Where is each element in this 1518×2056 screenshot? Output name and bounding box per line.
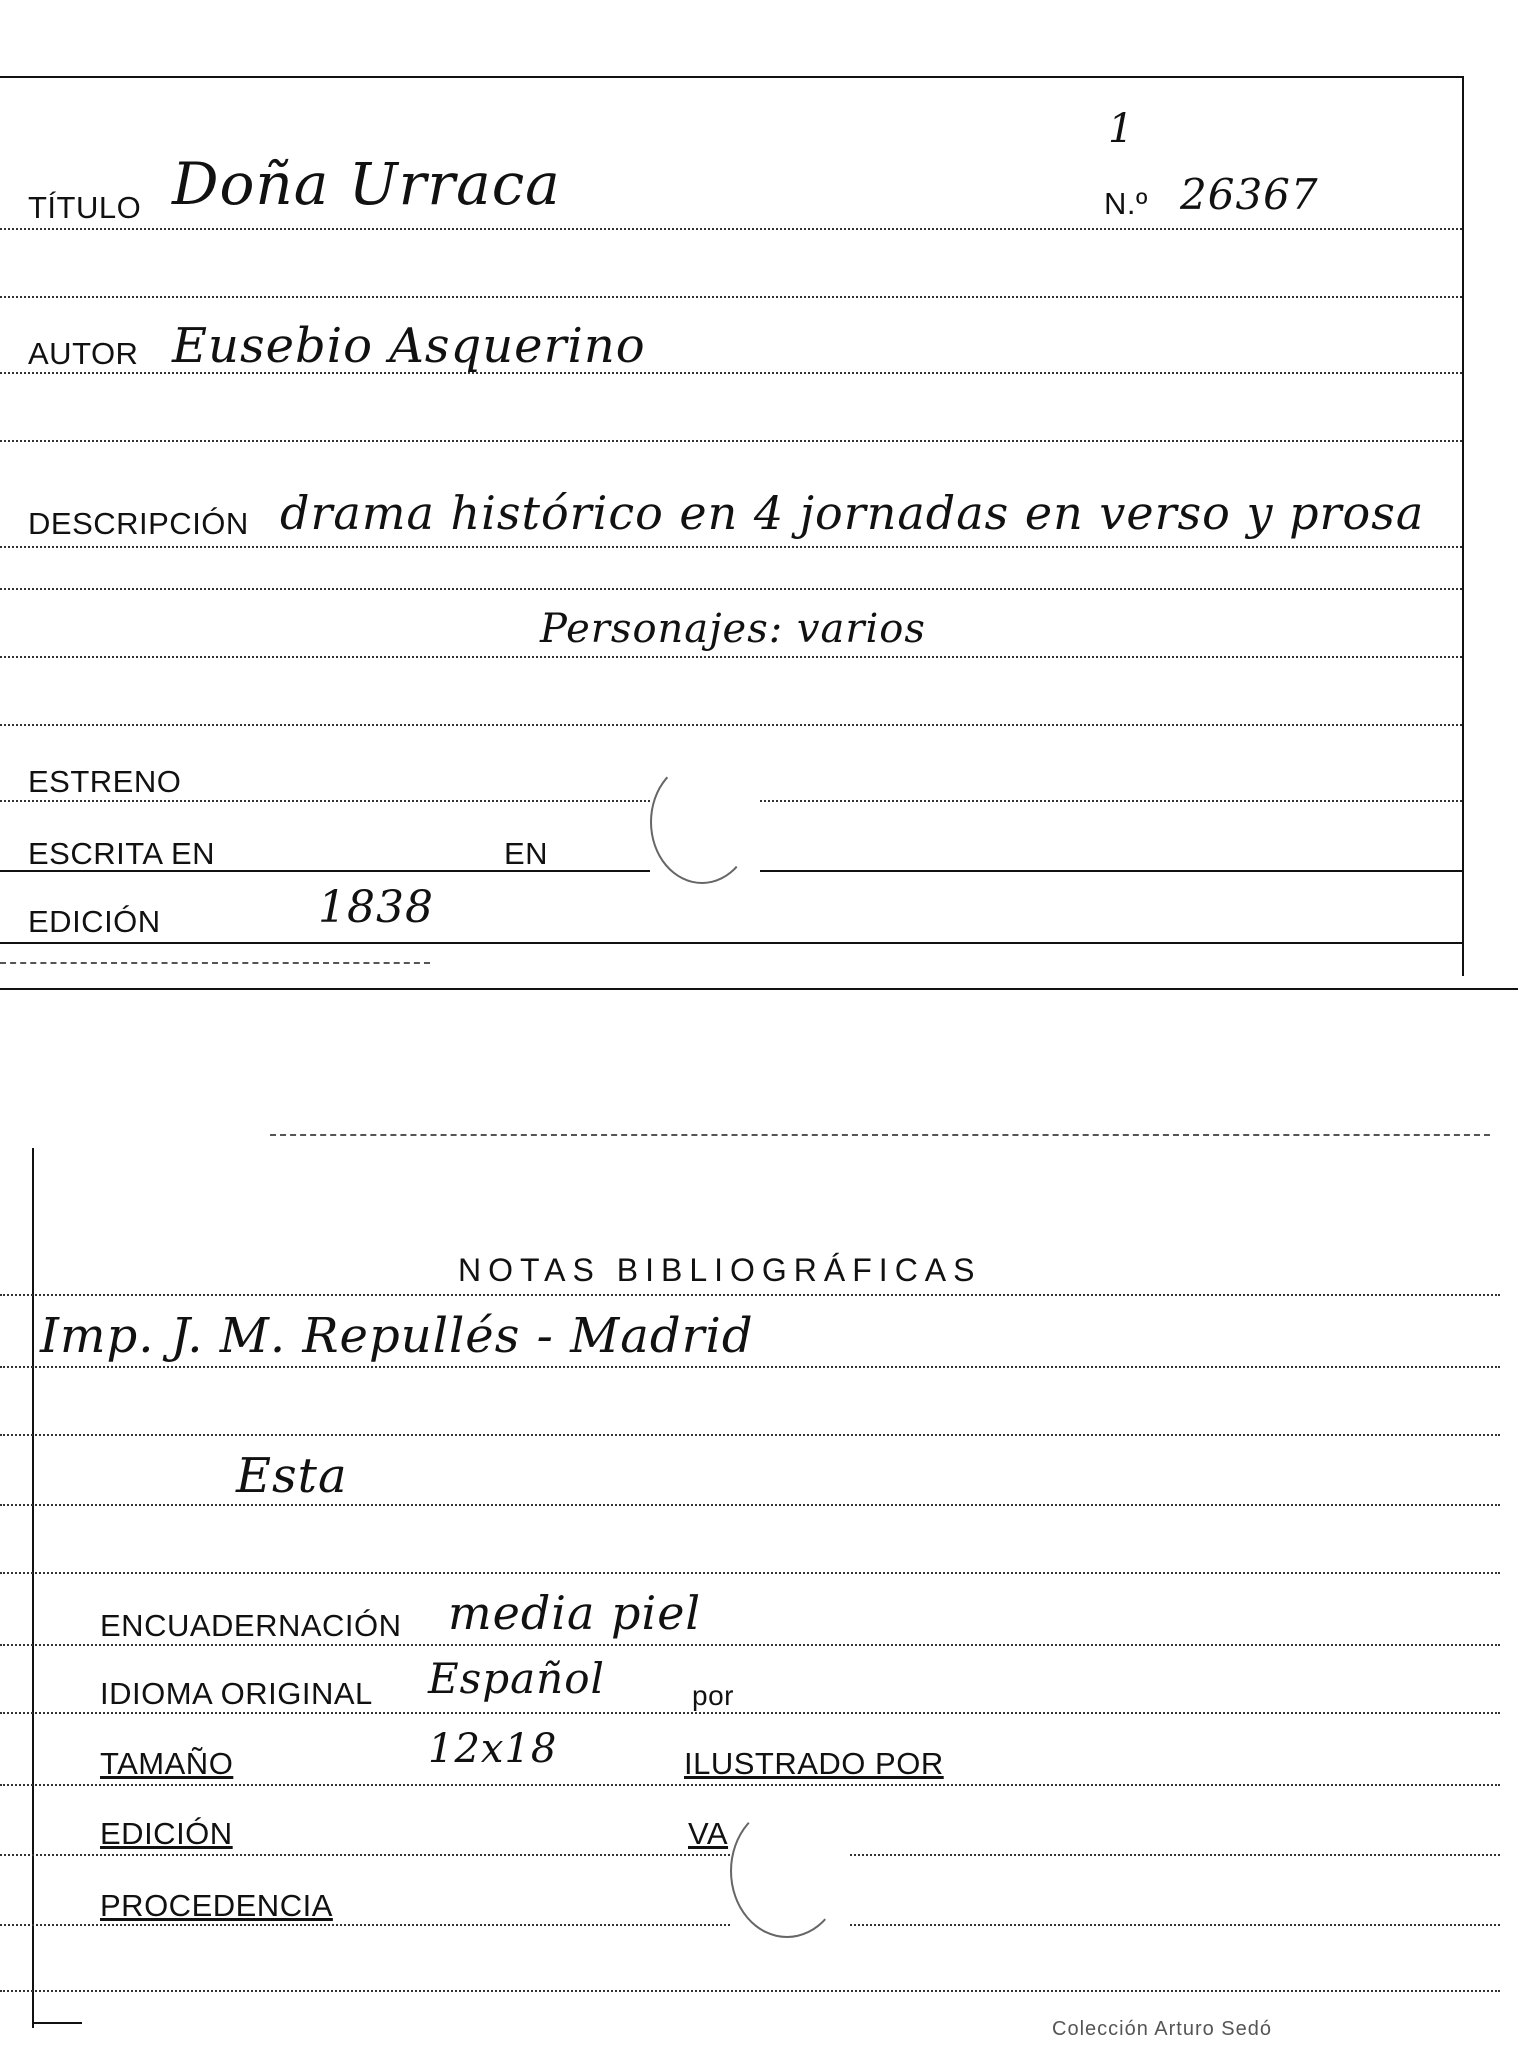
- edicion-value: 1838: [318, 882, 434, 933]
- card-right-border: [1462, 76, 1464, 976]
- tamano-value: 12x18: [428, 1726, 558, 1772]
- numero-mark: 1: [1108, 106, 1135, 152]
- procedencia-label: PROCEDENCIA: [100, 1888, 333, 1923]
- descripcion-value: drama histórico en 4 jornadas en verso y prosa: [280, 486, 1425, 540]
- punch-hole-icon: [730, 1804, 844, 1938]
- titulo-value: Doña Urraca: [172, 150, 561, 218]
- encuadernacion-label: ENCUADERNACIÓN: [100, 1608, 402, 1643]
- en-label: EN: [504, 836, 549, 871]
- notas-heading: NOTAS BIBLIOGRÁFICAS: [458, 1252, 982, 1288]
- valor-label: VA: [688, 1816, 729, 1851]
- edicion2-label: EDICIÓN: [100, 1816, 233, 1851]
- edicion-label: EDICIÓN: [28, 904, 161, 939]
- idioma-label: IDIOMA ORIGINAL: [100, 1676, 373, 1711]
- escrita-label: ESCRITA EN: [28, 836, 216, 871]
- numero-label: N.º: [1104, 186, 1148, 221]
- idioma-value: Español: [428, 1654, 605, 1703]
- descripcion-label: DESCRIPCIÓN: [28, 506, 249, 541]
- tamano-label: TAMAÑO: [100, 1746, 234, 1781]
- estreno-label: ESTRENO: [28, 764, 182, 799]
- collection-footer: Colección Arturo Sedó: [1052, 2018, 1273, 2040]
- personajes-value: Personajes: varios: [540, 606, 926, 652]
- numero-value: 26367: [1180, 170, 1319, 219]
- encuadernacion-value: media piel: [448, 1586, 702, 1640]
- card-top-border: [0, 76, 1464, 78]
- card2-left-border: [32, 1148, 34, 2028]
- por-label: por: [692, 1680, 734, 1711]
- notas-line-1: Imp. J. M. Repullés - Madrid: [40, 1308, 754, 1364]
- autor-label: AUTOR: [28, 336, 139, 371]
- punch-hole-icon: [650, 760, 754, 884]
- autor-value: Eusebio Asquerino: [172, 318, 646, 374]
- ilustrado-label: ILUSTRADO POR: [684, 1746, 944, 1781]
- notas-line-2: Esta: [236, 1448, 348, 1504]
- card2-top-border: [270, 1134, 1490, 1136]
- card-divider: [0, 988, 1518, 990]
- titulo-label: TÍTULO: [28, 190, 142, 225]
